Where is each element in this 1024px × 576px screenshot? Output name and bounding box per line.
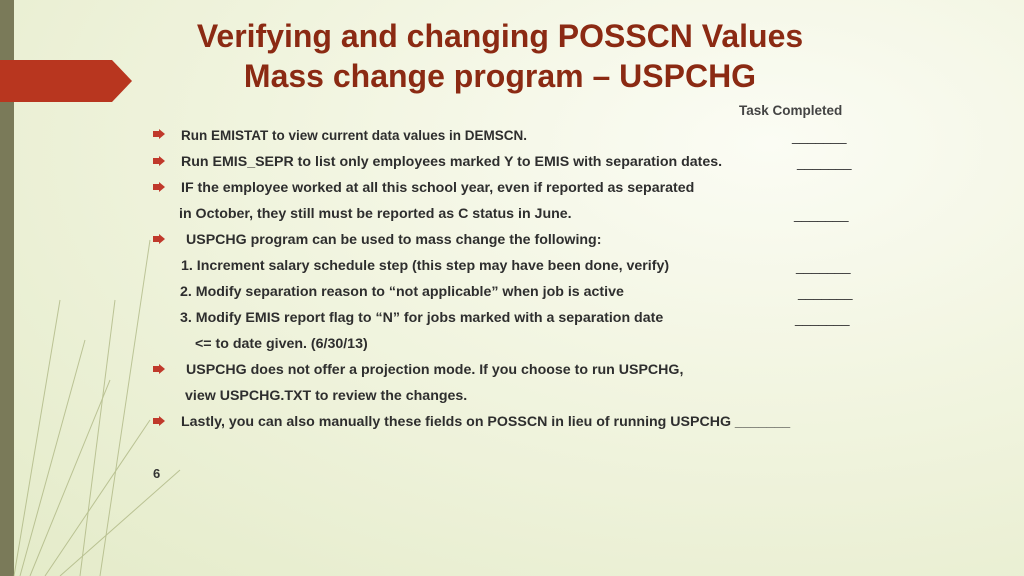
arrow-bullet-icon — [153, 182, 165, 192]
line-6-blank: _______ — [796, 258, 851, 274]
arrow-bullet-icon — [153, 364, 165, 374]
line-4-blank: _______ — [794, 206, 849, 222]
line-5-text: USPCHG program can be used to mass change the following: — [186, 232, 602, 248]
task-completed-header: Task Completed — [739, 103, 843, 118]
line-12-text: Lastly, you can also manually these fields on POSSCN in lieu of running USPCHG _______ — [181, 414, 791, 430]
line-2-blank: _______ — [797, 154, 852, 170]
slide-title — [120, 16, 880, 96]
line-10-text: USPCHG does not offer a projection mode. If you choose to run USPCHG, — [186, 362, 684, 378]
page-number: 6 — [153, 466, 161, 481]
line-2-text: Run EMIS_SEPR to list only employees marked Y to EMIS with separation dates. — [181, 154, 723, 170]
title-arrow-tab — [0, 60, 132, 102]
title-line-2: Mass change program – USPCHG — [243, 58, 757, 94]
line-7-blank: _______ — [798, 284, 853, 300]
title-line-1: Verifying and changing POSSCN Values — [196, 18, 804, 54]
arrow-bullet-icon — [153, 234, 165, 244]
arrow-bullet-icon — [153, 156, 165, 166]
line-7-text: 2. Modify separation reason to “not applicable” when job is active — [180, 284, 624, 300]
line-3-text: IF the employee worked at all this school year, even if reported as separated — [181, 180, 695, 196]
line-8-blank: _______ — [795, 310, 850, 326]
line-1-blank: _______ — [792, 128, 847, 144]
line-1-text: Run EMISTAT to view current data values in DEMSCN. — [181, 128, 528, 143]
line-11-text: view USPCHG.TXT to review the changes. — [185, 388, 468, 404]
line-8-text: 3. Modify EMIS report flag to “N” for jobs marked with a separation date — [180, 310, 664, 326]
line-9-text: <= to date given. (6/30/13) — [195, 336, 368, 352]
line-4-text: in October, they still must be reported as C status in June. — [179, 206, 572, 222]
line-6-text: 1. Increment salary schedule step (this step may have been done, verify) — [181, 258, 670, 274]
arrow-bullet-icon — [153, 129, 165, 139]
arrow-bullet-icon — [153, 416, 165, 426]
